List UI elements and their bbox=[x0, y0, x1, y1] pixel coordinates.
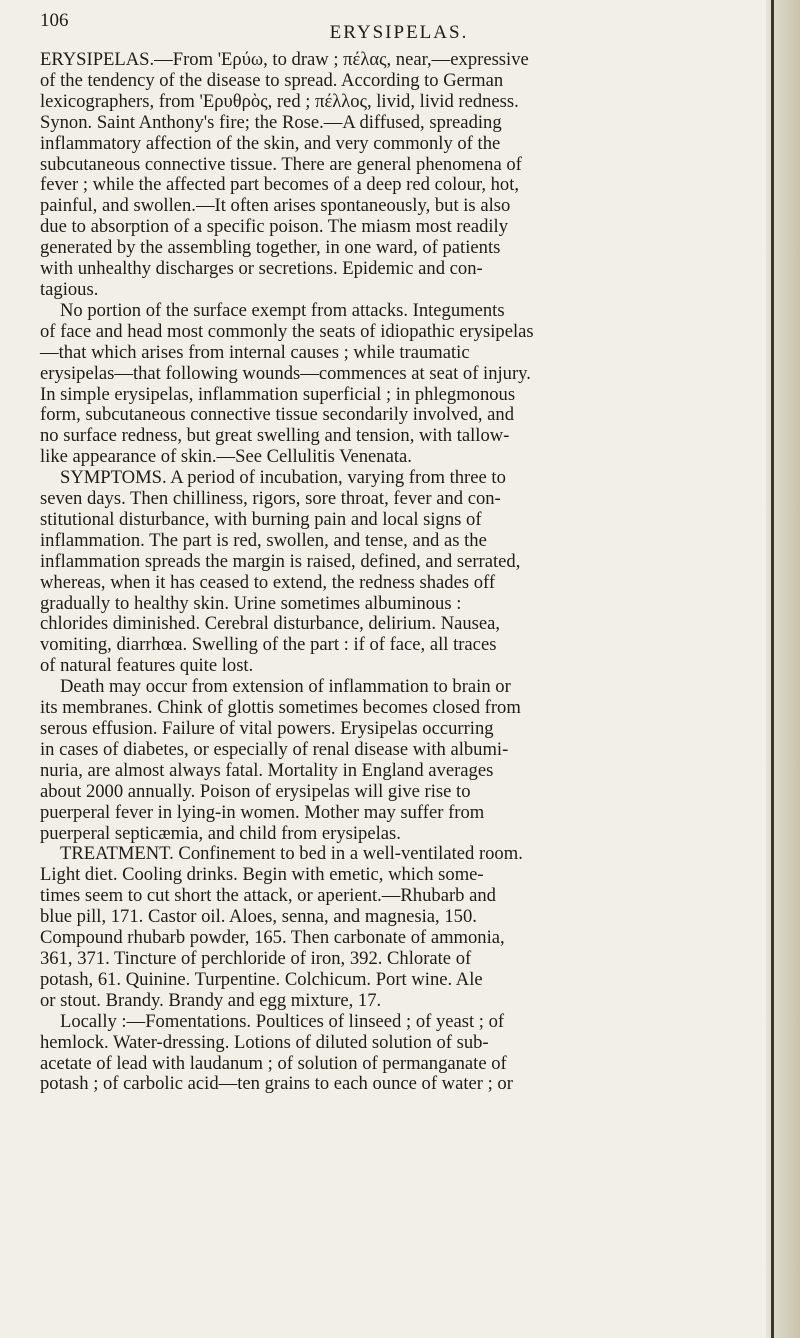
text-line: due to absorption of a specific poison. The miasm most readily bbox=[40, 216, 509, 238]
body-text bbox=[40, 50, 758, 1095]
paragraph-locally bbox=[40, 1012, 758, 1096]
text-line: lexicographers, from 'Ερυθρὸς, red ; πέλλος, livid, livid redness. bbox=[40, 90, 519, 112]
paragraph-portion bbox=[40, 301, 758, 468]
text-line: potash ; of carbolic acid—ten grains to each ounce of water ; or bbox=[40, 1073, 513, 1095]
text-line: seven days. Then chilliness, rigors, sore throat, fever and con- bbox=[40, 488, 501, 510]
running-head: ERYSIPELAS. bbox=[329, 22, 469, 43]
text-line: of face and head most commonly the seats of idiopathic erysipelas bbox=[40, 320, 534, 342]
text-line: No portion of the surface exempt from attacks. Integuments bbox=[60, 299, 505, 321]
text-line: Locally :—Fomentations. Poultices of linseed ; of yeast ; of bbox=[60, 1010, 505, 1032]
text-line: puerperal septicæmia, and child from erysipelas. bbox=[40, 822, 401, 844]
page-binding-edge bbox=[771, 0, 774, 1338]
text-line: inflammatory affection of the skin, and very commonly of the bbox=[40, 132, 501, 154]
text-line: inflammation spreads the margin is raised, defined, and serrated, bbox=[40, 550, 521, 572]
text-line: of the tendency of the disease to spread. According to German bbox=[40, 69, 504, 91]
text-line: with unhealthy discharges or secretions. Epidemic and con- bbox=[40, 258, 483, 280]
paragraph-treatment bbox=[40, 844, 758, 1011]
text-line: no surface redness, but great swelling and tension, with tallow- bbox=[40, 425, 510, 447]
text-line: or stout. Brandy. Brandy and egg mixture, 17. bbox=[40, 989, 382, 1011]
text-line: times seem to cut short the attack, or aperient.—Rhubarb and bbox=[40, 885, 496, 907]
text-line: blue pill, 171. Castor oil. Aloes, senna, and magnesia, 150. bbox=[40, 906, 477, 928]
text-line: gradually to healthy skin. Urine sometimes albuminous : bbox=[40, 592, 462, 614]
text-line: serous effusion. Failure of vital powers. Erysipelas occurring bbox=[40, 718, 494, 739]
text-line: chlorides diminished. Cerebral disturbance, delirium. Nausea, bbox=[40, 613, 501, 635]
book-page bbox=[40, 8, 758, 1095]
text-line: vomiting, diarrhœa. Swelling of the part : if of face, all traces bbox=[40, 634, 497, 656]
text-line: stitutional disturbance, with burning pain and local signs of bbox=[40, 508, 482, 530]
page-number: 106 bbox=[40, 10, 69, 31]
paragraph-symptoms bbox=[40, 468, 758, 677]
paragraph-death bbox=[40, 677, 758, 844]
text-line: Synon. Saint Anthony's fire; the Rose.—A diffused, spreading bbox=[40, 111, 502, 133]
text-line: its membranes. Chink of glottis sometimes becomes closed from bbox=[40, 697, 521, 719]
text-line: puerperal fever in lying-in women. Mother may suffer from bbox=[40, 801, 485, 823]
text-line: Compound rhubarb powder, 165. Then carbonate of ammonia, bbox=[40, 927, 505, 949]
paragraph-definition bbox=[40, 50, 758, 301]
text-line: —that which arises from internal causes ; while traumatic bbox=[40, 341, 470, 363]
text-line: acetate of lead with laudanum ; of solution of permanganate of bbox=[40, 1052, 507, 1074]
text-line: nuria, are almost always fatal. Mortality in England averages bbox=[40, 759, 494, 781]
text-line: subcutaneous connective tissue. There are general phenomena of bbox=[40, 153, 522, 175]
text-line: Light diet. Cooling drinks. Begin with emetic, which some- bbox=[40, 864, 484, 886]
text-line: generated by the assembling together, in one ward, of patients bbox=[40, 237, 501, 259]
text-line: erysipelas—that following wounds—commences at seat of injury. bbox=[40, 362, 531, 384]
text-line: 361, 371. Tincture of perchloride of iron, 392. Chlorate of bbox=[40, 947, 472, 969]
text-line: potash, 61. Quinine. Turpentine. Colchicum. Port wine. Ale bbox=[40, 968, 483, 990]
text-line: In simple erysipelas, inflammation superficial ; in phlegmonous bbox=[40, 383, 516, 405]
text-line: whereas, when it has ceased to extend, the redness shades off bbox=[40, 571, 496, 593]
page-header bbox=[40, 8, 758, 50]
text-line: of natural features quite lost. bbox=[40, 655, 254, 677]
text-line: painful, and swollen.—It often arises spontaneously, but is also bbox=[40, 195, 511, 217]
text-line: inflammation. The part is red, swollen, and tense, and as the bbox=[40, 529, 487, 551]
text-line: form, subcutaneous connective tissue secondarily involved, and bbox=[40, 404, 515, 426]
text-line: TREATMENT. Confinement to bed in a well-ventilated room. bbox=[60, 843, 523, 865]
text-line: hemlock. Water-dressing. Lotions of diluted solution of sub- bbox=[40, 1031, 489, 1053]
text-line: Death may occur from extension of inflammation to brain or bbox=[60, 676, 511, 698]
text-line: fever ; while the affected part becomes of a deep red colour, hot, bbox=[40, 174, 520, 196]
text-line: like appearance of skin.—See Cellulitis Venenata. bbox=[40, 446, 412, 468]
text-line: in cases of diabetes, or especially of renal disease with albumi- bbox=[40, 738, 509, 760]
text-line: SYMPTOMS. A period of incubation, varying from three to bbox=[60, 467, 506, 489]
text-line: ERYSIPELAS.—From 'Ερύω, to draw ; πέλας, near,—expressive bbox=[40, 49, 529, 70]
text-line: about 2000 annually. Poison of erysipelas will give rise to bbox=[40, 780, 471, 802]
text-line: tagious. bbox=[40, 278, 99, 300]
